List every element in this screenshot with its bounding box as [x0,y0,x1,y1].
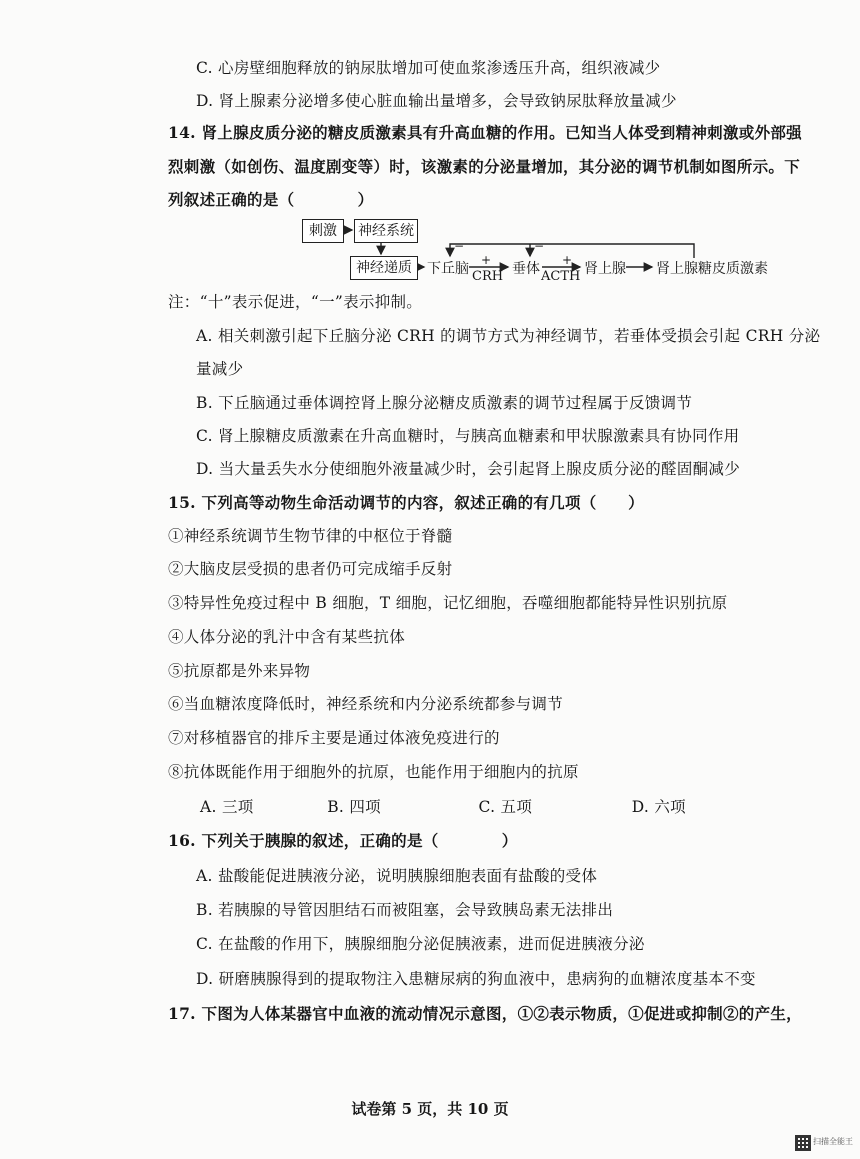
qr-code-icon [795,1135,811,1151]
q15-options [200,795,686,817]
q15-option-d: D. 六项 [631,798,686,816]
q16-stem: 16. 下列关于胰腺的叙述，正确的是（ ） [168,831,518,850]
q17-stem: 17. 下图为人体某器官中血液的流动情况示意图，①②表示物质，①促进或抑制②的产生， [168,1004,802,1023]
q16-option-d: D. 研磨胰腺得到的提取物注入患糖尿病的狗血液中，患病狗的血糖浓度基本不变 [196,970,756,988]
crh-plus-sign: + [481,253,492,267]
scanner-watermark: 扫描全能王 [813,1137,853,1146]
stimulus-box: 刺激 [302,219,344,243]
q14-option-c: C. 肾上腺糖皮质激素在升高血糖时，与胰高血糖素和甲状腺激素具有协同作用 [196,427,740,445]
q15-item-4: ④人体分泌的乳汁中含有某些抗体 [168,628,406,646]
q15-item-2: ②大脑皮层受损的患者仍可完成缩手反射 [168,560,453,578]
glucocorticoid-label: 肾上腺糖皮质激素 [656,261,768,277]
page-footer: 试卷第 5 页，共 10 页 [351,1100,509,1118]
q15-item-6: ⑥当血糖浓度降低时，神经系统和内分泌系统都参与调节 [168,695,564,713]
q15-item-3: ③特异性免疫过程中 B 细胞，T 细胞，记忆细胞，吞噬细胞都能特异性识别抗原 [168,594,728,612]
hypothalamus-label: 下丘脑 [427,261,469,277]
q16-option-c: C. 在盐酸的作用下，胰腺细胞分泌促胰液素，进而促进胰液分泌 [196,935,645,953]
q13-option-d: D. 肾上腺素分泌增多使心脏血输出量增多，会导致钠尿肽释放量减少 [196,92,677,110]
q15-item-1: ①神经系统调节生物节律的中枢位于脊髓 [168,527,453,545]
diagram-note: 注：“十”表示促进，“一”表示抑制。 [168,293,423,311]
neurotransmitter-box: 神经递质 [350,256,418,280]
q14-stem-line3: 列叙述正确的是（ ） [168,190,374,209]
q15-option-c: C. 五项 [478,798,533,816]
q14-option-b: B. 下丘脑通过垂体调控肾上腺分泌糖皮质激素的调节过程属于反馈调节 [196,394,693,412]
q15-option-a: A. 三项 [200,798,254,816]
q16-option-a: A. 盐酸能促进胰液分泌，说明胰腺细胞表面有盐酸的受体 [196,867,598,885]
regulation-diagram [296,214,766,286]
nervous-system-box: 神经系统 [354,219,418,243]
crh-label: CRH [472,269,504,284]
q14-stem-line2: 烈刺激（如创伤、温度剧变等）时，该激素的分泌量增加，其分泌的调节机制如图所示。下 [168,157,801,176]
q15-stem: 15. 下列高等动物生命活动调节的内容，叙述正确的有几项（ ） [168,493,644,512]
feedback-minus-pituitary: − [534,239,545,253]
acth-plus-sign: + [562,253,573,267]
q15-item-7: ⑦对移植器官的排斥主要是通过体液免疫进行的 [168,729,500,747]
q14-option-d: D. 当大量丢失水分使细胞外液量减少时，会引起肾上腺皮质分泌的醛固酮减少 [196,460,741,478]
pituitary-label: 垂体 [512,261,540,277]
q16-option-b: B. 若胰腺的导管因胆结石而被阻塞，会导致胰岛素无法排出 [196,901,614,919]
acth-label: ACTH [541,269,581,284]
q15-option-b: B. 四项 [327,798,381,816]
feedback-minus-hypothalamus: − [454,239,465,253]
q15-item-8: ⑧抗体既能作用于细胞外的抗原，也能作用于细胞内的抗原 [168,763,579,781]
q14-option-a-line1: A. 相关刺激引起下丘脑分泌 CRH 的调节方式为神经调节，若垂体受损会引起 CRH 分泌 [196,327,821,345]
q14-option-a-line2: 量减少 [196,360,244,378]
q15-item-5: ⑤抗原都是外来异物 [168,662,311,680]
adrenal-label: 肾上腺 [584,261,626,277]
q14-stem-line1: 14. 肾上腺皮质分泌的糖皮质激素具有升高血糖的作用。已知当人体受到精神刺激或外部强 [168,123,802,142]
q13-option-c: C. 心房壁细胞释放的钠尿肽增加可使血浆渗透压升高，组织液减少 [196,59,661,77]
